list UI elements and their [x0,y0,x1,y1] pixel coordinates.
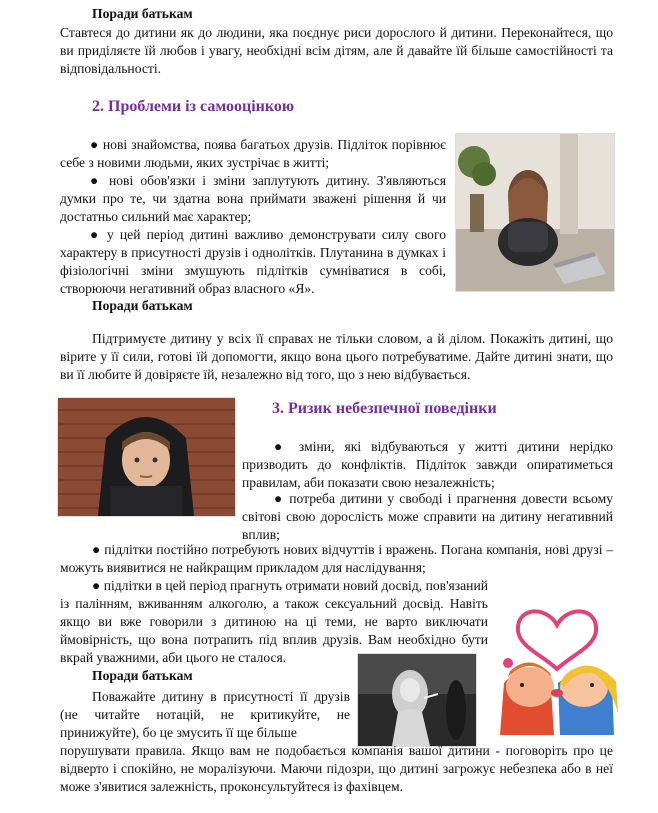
advice-text-3-tail: порушувати правила. Якщо вам не подобається компанія вашої дитини - поговоріть про це відверто і спокійно, не моралізуючи. Маючи підозри, що дитині загрожує небезпека або в неї може з'явитися залежність, проконсультуйтеся із фахівцем. [60,743,613,794]
section-heading-risk: 3. Ризик небезпечної поведінки [272,400,497,417]
bullet-new-sensations: ● підлітки постійно потребують нових відчуттів і вражень. Погана компанія, нові друзі – можуть виявитися не найкращим прикладом для наслідування; [60,542,613,575]
bullet-new-duties: ● нові обов'язки і зміни заплутують дитину. З'являються думки про те, чи здатна вона приймати зважені рішення й чи достатньо сильний має характер; [60,173,446,224]
bullet-new-experience: ● підлітки в цей період прагнуть отримати новий досвід, пов'язаний із палінням, вживанням алкоголю, а також сексуальний досвід. Навіть якщо ви вже говорили з дитиною на ці теми, не варто виключати ймовірність, що вона потрапить під вплив друзів. Вам необхідно бути вкрай уважними, аби цього не сталося. [60,578,488,665]
bullet-new-acquaintances: ● нові знайомства, поява багатьох друзів. Підліток порівнює себе з новими людьми, яких зустрічає в житті; [60,137,446,170]
advice-title-2: Поради батькам [92,298,193,313]
smoking-girl-photo [357,653,477,747]
advice-text-1: Ставтеся до дитини як до людини, яка поєднує риси дорослого й дитини. Переконайтеся, що ви приділяєте їй любов і увагу, необхідні всім дітям, але й давайте їй більше самостійності та відповідальності. [60,25,613,76]
advice-text-3: Поважайте дитину в присутності її друзів (не читайте нотацій, не критикуйте, не принижуйте), бо це змусить її ще більше [60,689,350,740]
advice-text-2: Підтримуєте дитину у всіх її справах не тільки словом, а й ділом. Покажіть дитині, що вірите у її сили, готові їй допомогти, якщо вона цього потребуватиме. Дайте дитині знати, що ви її любите й довіряєте їй, незалежно від того, що з нею відбувається. [60,331,613,382]
advice-title-1: Поради батькам [92,6,193,21]
hooded-boy-photo [57,397,236,517]
advice-text-3-continued [60,742,613,796]
advice-title-3: Поради батькам [92,668,193,683]
kissing-couple-cartoon [494,603,620,735]
advice-text-3-wrapped [60,688,350,742]
bullet-freedom: ● потреба дитини у свободі і прагнення довести всьому світові свою дорослість може справити на дитину негативний вплив; [242,491,613,542]
sad-teen-photo [455,133,615,292]
bullet-conflicts: ● зміни, які відбуваються у житті дитини нерідко призводить до конфліктів. Підліток завжди опиратиметься правилам, аби показати свою незалежність; [242,439,613,490]
bullet-character-strength: ● у цей період дитині важливо демонструвати силу свого характеру в присутності друзів і однолітків. Плутанина в думках і фізіологічні зміни змушують підлітків сумніватися в собі, створюючи негативний образ власного «Я». [60,227,446,296]
section-heading-self-esteem: 2. Проблеми із самооцінкою [92,98,295,115]
